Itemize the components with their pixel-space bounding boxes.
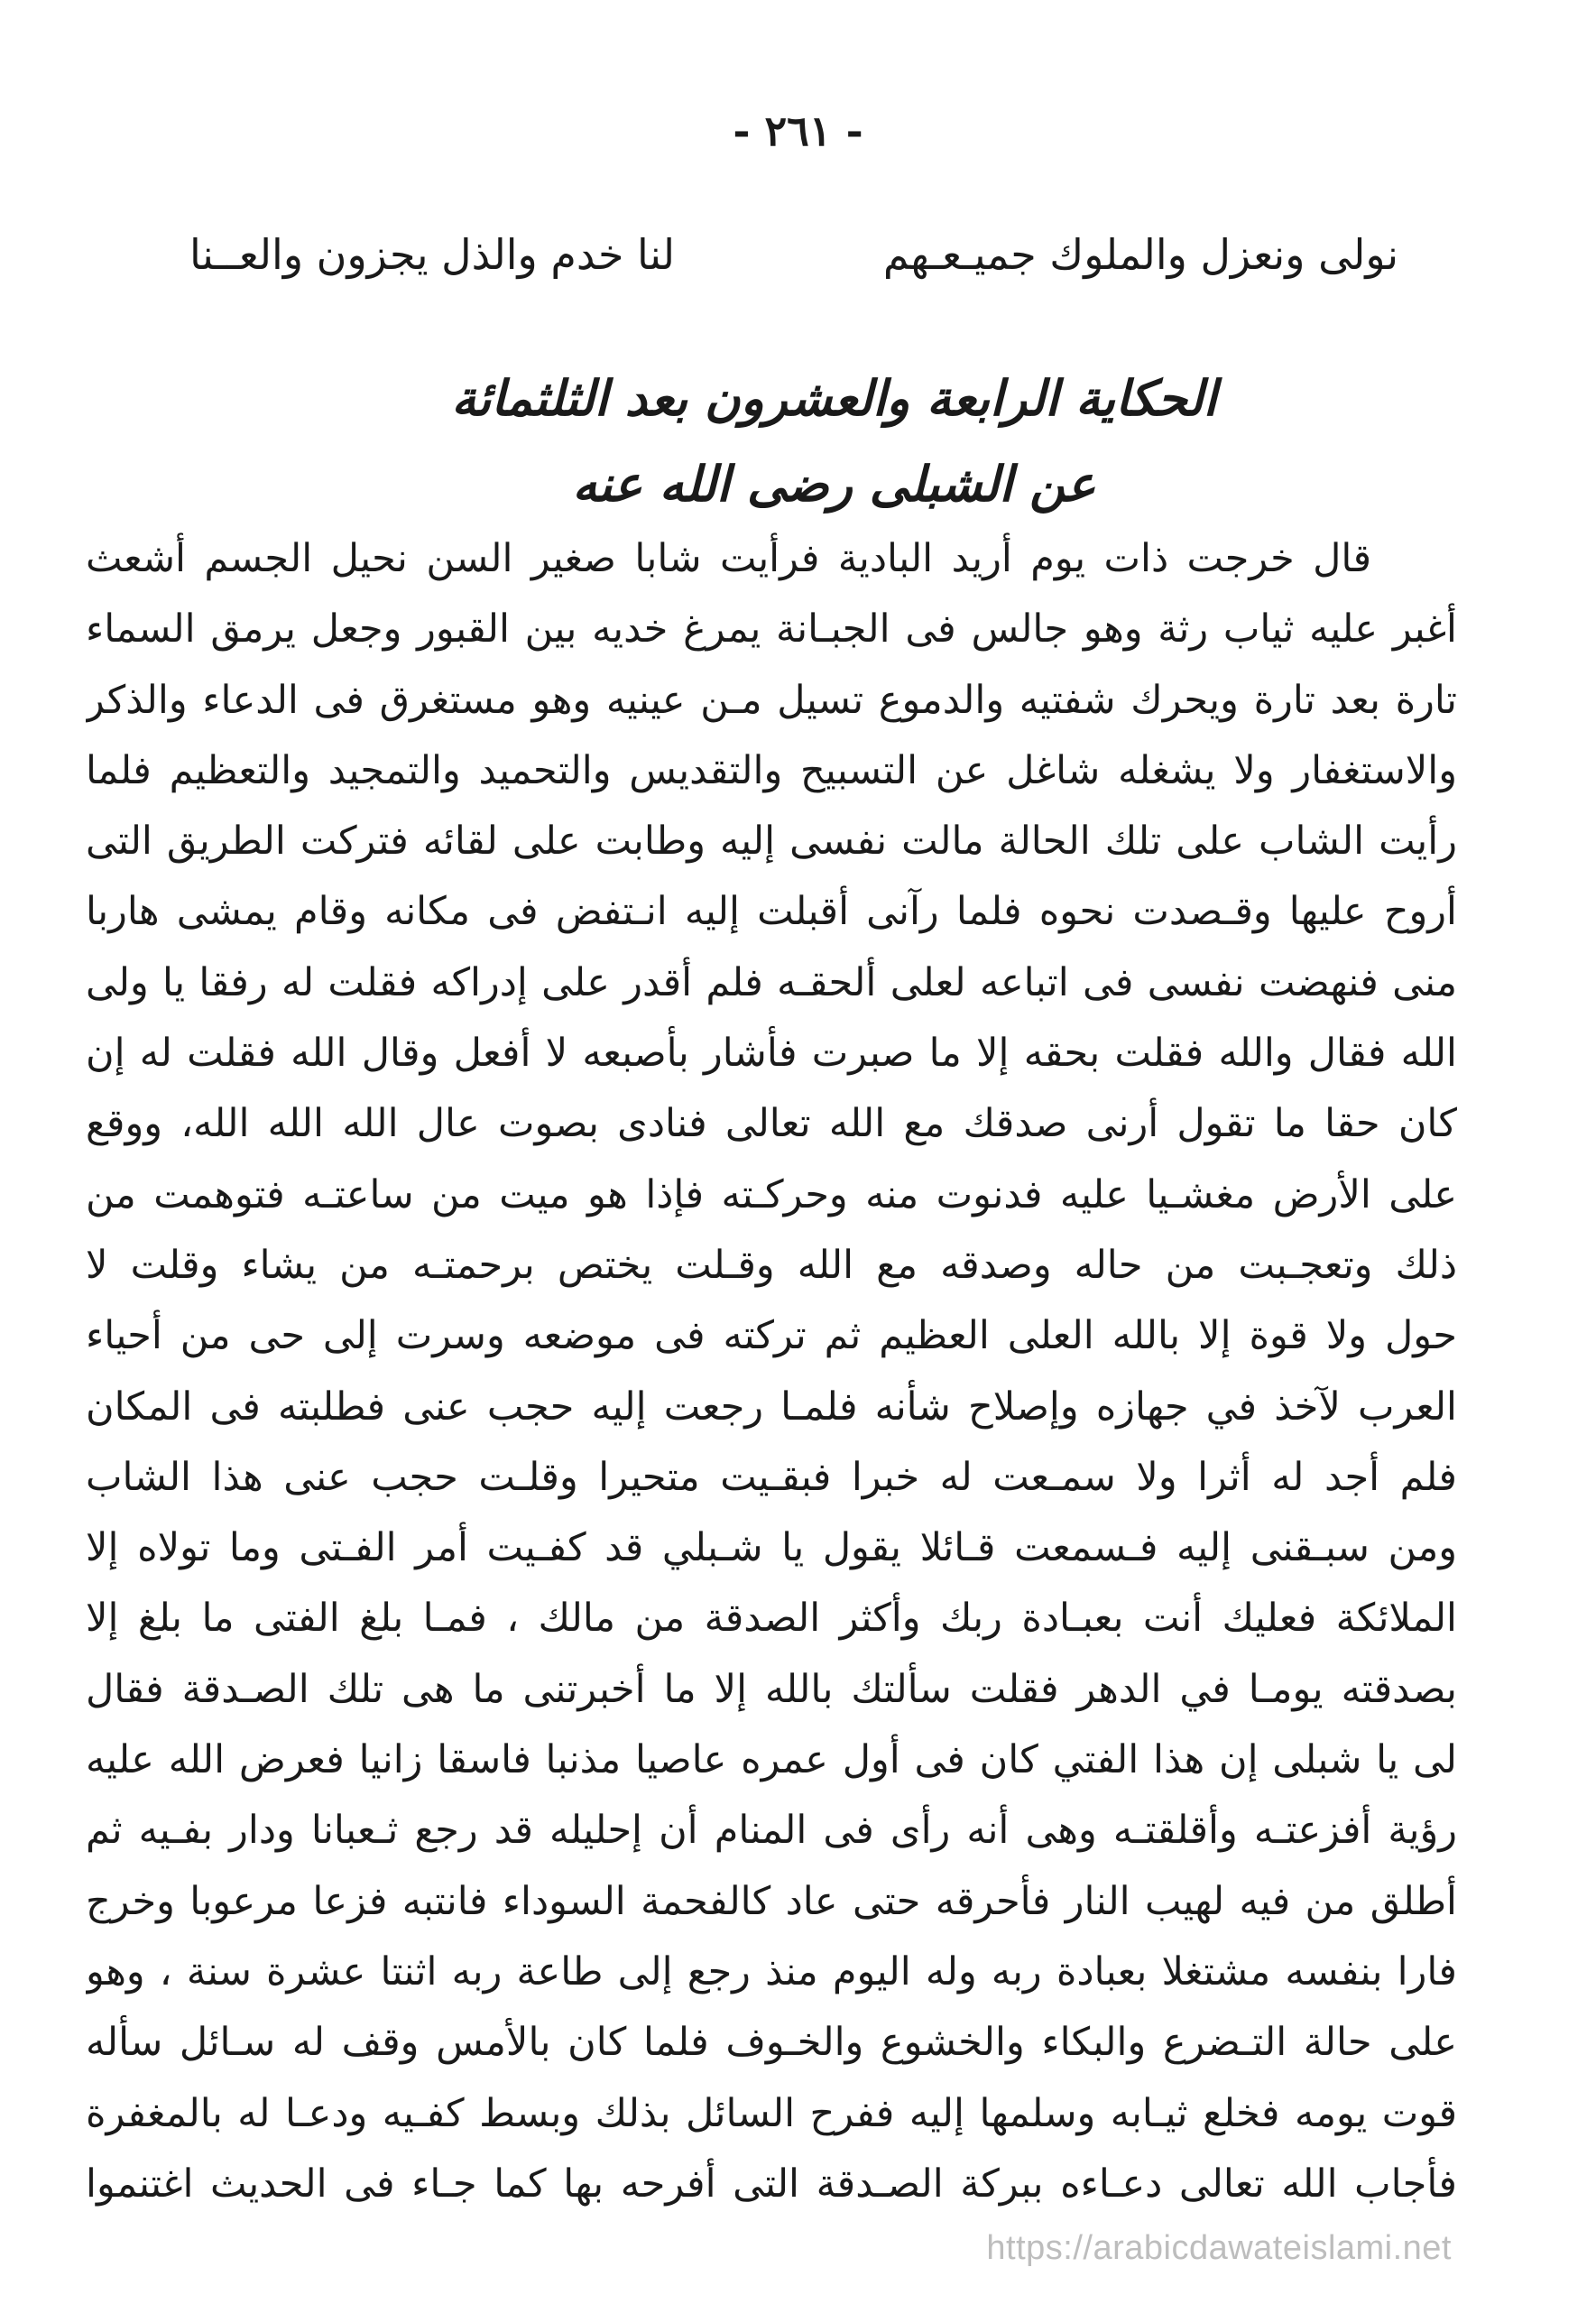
story-subtitle: عن الشبلى رضى الله عنه [572, 456, 1096, 513]
body-line: أطلق من فيه لهيب النار فأحرقه حتى عاد كالفحمة السوداء فانتبه فزعا مرعوبا وخرج [86, 1878, 1457, 1924]
body-line: الله فقال والله فقلت بحقه إلا ما صبرت فأشار بأصبعه لا أفعل وقال الله فقلت له إن [86, 1031, 1457, 1077]
body-line: فارا بنفسه مشتغلا بعبادة ربه وله اليوم منذ رجع إلى طاعة ربه اثنتا عشرة سنة ، وهو [86, 1948, 1457, 1994]
page-number: - ٢٦١ - [733, 106, 863, 155]
body-line: حول ولا قوة إلا بالله العلى العظيم ثم تركته فى موضعه وسرت إلى حى من أحياء [86, 1313, 1457, 1359]
body-line: قال خرجت ذات يوم أريد البادية فرأيت شابا صغير السن نحيل الجسم أشعث [86, 536, 1371, 581]
body-line: الملائكة فعليك أنت بعبـادة ربك وأكثر الصدقة من مالك ، فمـا بلغ الفتى ما بلغ إلا [86, 1596, 1457, 1642]
body-line: رؤية أفزعتـه وأقلقتـه وهى أنه رأى فى المنام أن إحليله قد رجع ثـعبانا ودار بفـيه ثم [86, 1808, 1457, 1854]
body-line: والاستغفار ولا يشغله شاغل عن التسبيح والتقديس والتحميد والتمجيد والتعظيم فلما [86, 747, 1457, 793]
body-line: تارة بعد تارة ويحرك شفتيه والدموع تسيل مـن عينيه وهو مستغرق فى الدعاء والذكر [86, 677, 1457, 723]
story-body [86, 523, 1457, 2219]
body-line: كان حقا ما تقول أرنى صدقك مع الله تعالى فنادى بصوت عال الله الله الله، ووقع [86, 1101, 1457, 1147]
body-line: لى يا شبلى إن هذا الفتي كان فى أول عمره عاصيا مذنبا فاسقا زانيا فعرض الله عليه [86, 1737, 1457, 1783]
verse-second-hemistich: لنا خدم والذل يجزون والعــنا [189, 230, 675, 279]
body-line: فلم أجد له أثرا ولا سمـعت له خبرا فبقـيت متحيرا وقلـت حجب عنى هذا الشاب [86, 1454, 1457, 1500]
body-line: على حالة التـضرع والبكاء والخشوع والخـوف فلما كان بالأمس وقف له سـائل سأله [86, 2020, 1457, 2066]
body-line: أروح عليها وقـصدت نحوه فلما رآنى أقبلت إليه انـتفض فى مكانه وقام يمشى هاربا [86, 889, 1457, 935]
body-line: ذلك وتعجـبت من حاله وصدقه مع الله وقـلت يختص برحمتـه من يشاء وقلت لا [86, 1242, 1457, 1288]
body-line: العرب لآخذ في جهازه وإصلاح شأنه فلمـا رجعت إليه حجب عنى فطلبته فى المكان [86, 1384, 1457, 1430]
body-line: بصدقته يومـا في الدهر فقلت سألتك بالله إلا ما أخبرتنى ما هى تلك الصـدقة فقال [86, 1666, 1457, 1712]
source-watermark: https://arabicdawateislami.net [986, 2229, 1452, 2267]
body-line: على الأرض مغشـيا عليه فدنوت منه وحركـته فإذا هو ميت من ساعتـه فتوهمت من [86, 1171, 1457, 1217]
body-line: منى فنهضت نفسى فى اتباعه لعلى ألحقـه فلم أقدر على إدراكه فقلت له رفقا يا ولى [86, 959, 1457, 1005]
poem-verse [189, 230, 1398, 302]
body-line: ومن سبـقنى إليه فـسمعت قـائلا يقول يا شـبلي قد كفـيت أمر الفـتى وما تولاه إلا [86, 1525, 1457, 1571]
body-line: قوت يومه فخلع ثيـابه وسلمها إليه ففرح السائل بذلك وبسط كفـيه ودعـا له بالمغفرة [86, 2090, 1457, 2136]
body-line: فأجاب الله تعالى دعـاءه ببركة الصـدقة التى أفرحه بها كما جـاء فى الحديث اغتنموا [86, 2161, 1457, 2207]
body-line: رأيت الشاب على تلك الحالة مالت نفسى إليه وطابت على لقائه فتركت الطريق التى [86, 819, 1457, 865]
story-title: الحكاية الرابعة والعشرون بعد الثلثمائة [451, 370, 1217, 427]
verse-first-hemistich: نولى ونعزل والملوك جميـعـهم [882, 230, 1398, 279]
body-line: أغبر عليه ثياب رثة وهو جالس فى الجبـانة يمرغ خديه بين القبور وجعل يرمق السماء [86, 606, 1457, 652]
